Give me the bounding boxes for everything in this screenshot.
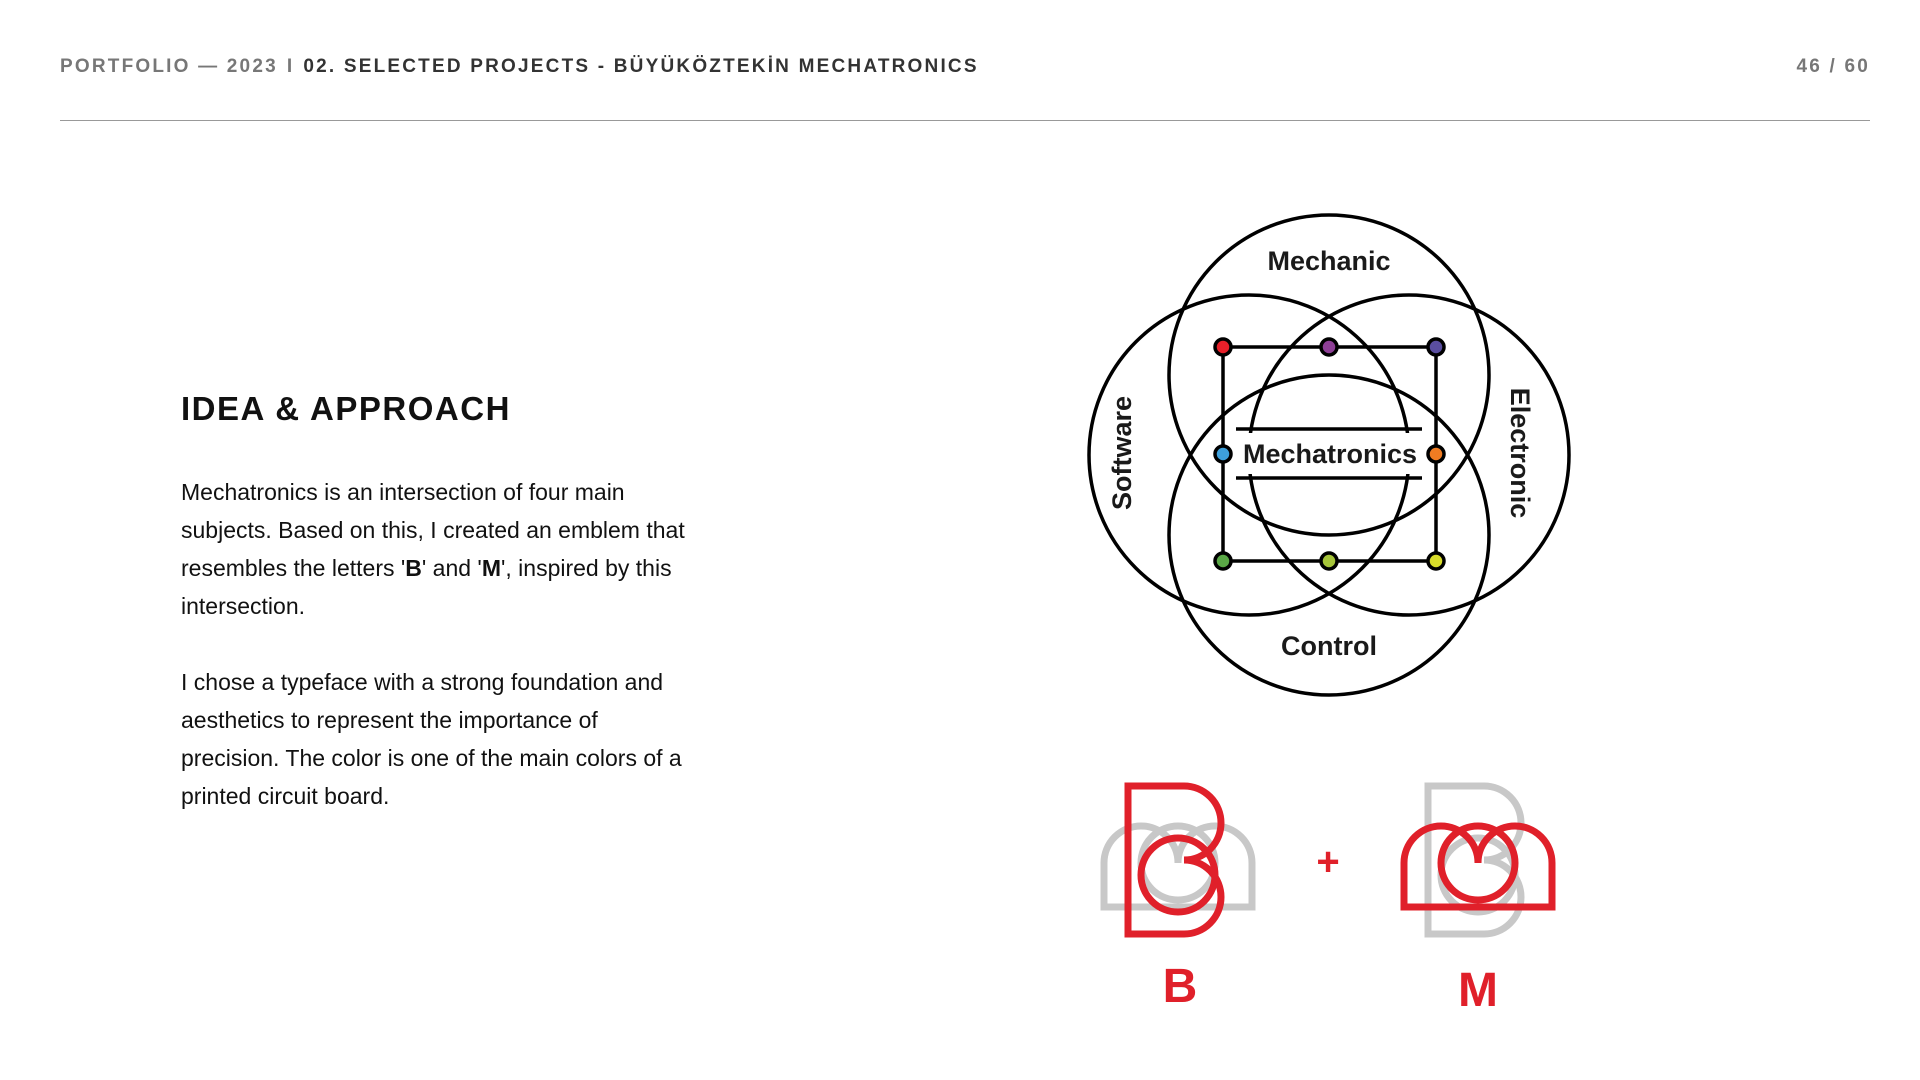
- typeface-paragraph: I chose a typeface with a strong foundation and aesthetics to represent the importance of precision. The color is one of the main colors of a printed circuit board.: [181, 669, 682, 809]
- p1-text-c: ' and ': [421, 555, 482, 581]
- section-title: 02. SELECTED PROJECTS - BÜYÜKÖZTEKİN MECHATRONICS: [303, 56, 979, 77]
- node-middle-right: [1428, 446, 1444, 462]
- label-control: Control: [1281, 631, 1377, 661]
- mechatronics-venn-diagram: [1060, 200, 1660, 720]
- label-electronic: Electronic: [1505, 387, 1535, 519]
- portfolio-label: PORTFOLIO — 2023: [60, 56, 278, 77]
- letter-m: M: [1458, 964, 1498, 1017]
- header-divider: [60, 120, 1870, 121]
- letter-b: B: [1162, 960, 1198, 1013]
- breadcrumb-separator: I: [286, 56, 295, 77]
- p1-letter-b: B: [405, 555, 422, 581]
- page-number: 46 / 60: [1796, 56, 1870, 77]
- node-top-center: [1321, 339, 1337, 355]
- label-mechatronics: Mechatronics: [1242, 439, 1418, 469]
- node-top-left: [1215, 339, 1231, 355]
- plus-sign: +: [1316, 840, 1340, 884]
- breadcrumb: [60, 56, 979, 78]
- label-mechanic: Mechanic: [1267, 246, 1391, 276]
- node-bottom-right: [1428, 553, 1444, 569]
- node-bottom-center: [1321, 553, 1337, 569]
- p1-text-e: ', inspired by this intersection.: [181, 555, 672, 619]
- label-software: Software: [1107, 395, 1137, 511]
- emblem-construction: [1060, 770, 1660, 1030]
- node-top-right: [1428, 339, 1444, 355]
- p1-letter-m: M: [481, 555, 501, 581]
- intro-paragraph: [181, 473, 701, 625]
- node-middle-left: [1215, 446, 1231, 462]
- p1-text-a: Mechatronics is an intersection of four main subjects. Based on this, I created an emblem that resembles the letters ': [181, 479, 685, 581]
- node-bottom-left: [1215, 553, 1231, 569]
- page-title: IDEA & APPROACH: [181, 390, 511, 427]
